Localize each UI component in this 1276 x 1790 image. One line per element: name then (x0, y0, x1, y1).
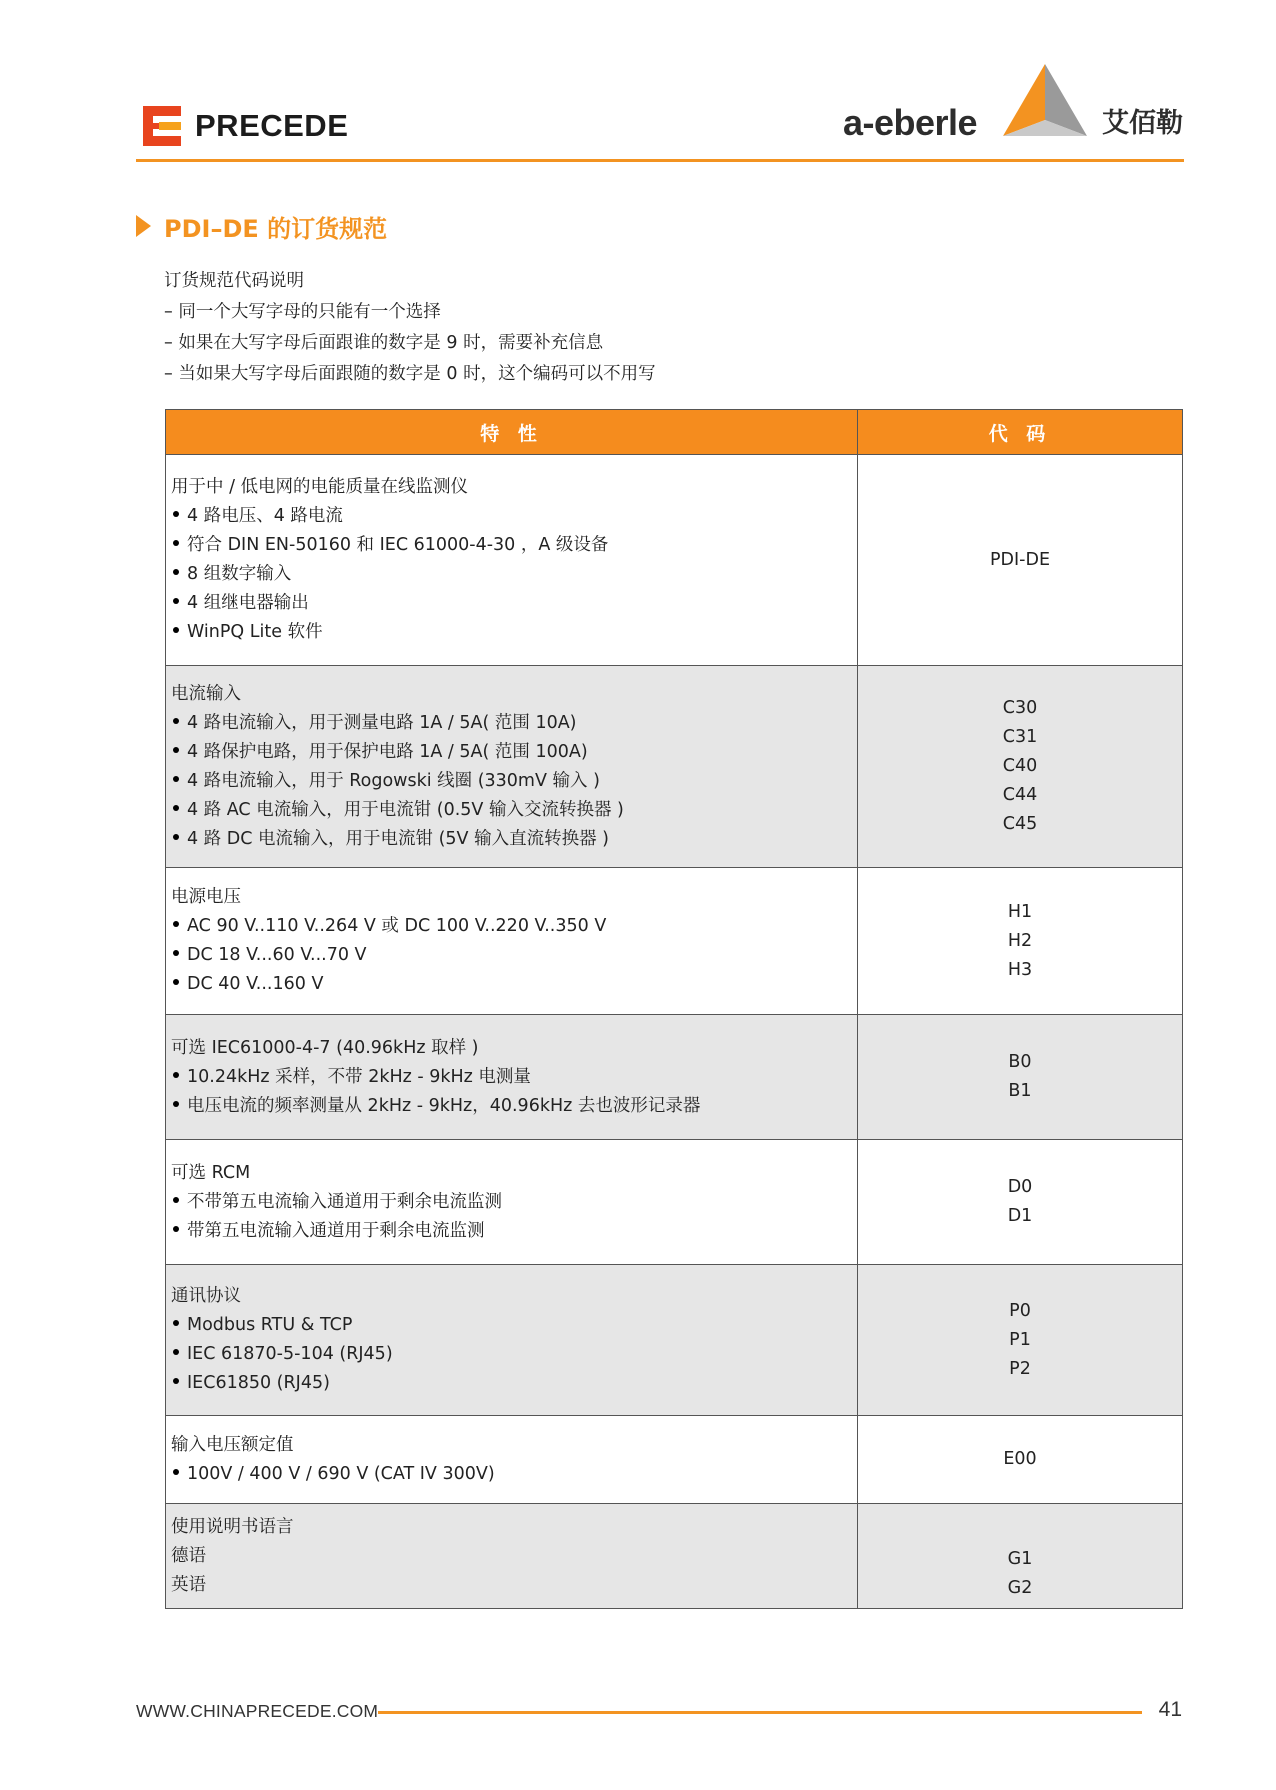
feature-item-text: 4 组继电器输出 (187, 593, 309, 613)
feature-item (171, 560, 852, 589)
feature-item (171, 738, 852, 767)
bullet-icon (173, 1197, 179, 1203)
feature-title: 输入电压额定值 (171, 1434, 294, 1455)
feature-item-text: WinPQ Lite 软件 (187, 622, 323, 642)
feature-item (171, 1092, 852, 1121)
order-code: P1 (1009, 1329, 1031, 1350)
section-title: PDI–DE 的订货规范 (164, 214, 388, 243)
feature-item-text: 4 路电流输入，用于测量电路 1A / 5A( 范围 10A) (187, 712, 577, 733)
table-row (166, 1265, 1183, 1416)
code-column-header: 代 码 (858, 410, 1183, 455)
feature-item (171, 1217, 852, 1246)
feature-title: 使用说明书语言 (171, 1516, 294, 1537)
feature-cell (166, 666, 858, 868)
table-row (166, 455, 1183, 666)
feature-option: 英语 (171, 1574, 206, 1595)
feature-item-text: IEC 61870-5-104 (RJ45) (187, 1344, 393, 1364)
feature-item (171, 531, 852, 560)
feature-item (171, 1369, 852, 1398)
feature-item-text: DC 18 V...60 V...70 V (187, 945, 367, 965)
order-code: B1 (1008, 1081, 1032, 1101)
order-code: H3 (1007, 959, 1033, 980)
order-code: E00 (1003, 1449, 1037, 1469)
feature-item (171, 589, 852, 618)
bullet-icon (173, 1469, 179, 1475)
feature-item (171, 825, 852, 854)
feature-title: 用于中 / 低电网的电能质量在线监测仪 (171, 477, 469, 497)
feature-cell (166, 1265, 858, 1416)
a-eberle-brand-name: a-eberle (843, 102, 978, 143)
intro-line: – 如果在大写字母后面跟谁的数字是 9 时，需要补充信息 (164, 333, 604, 353)
feature-item (171, 970, 852, 999)
table-row (166, 666, 1183, 868)
feature-item-text: 电压电流的频率测量从 2kHz - 9kHz，40.96kHz 去也波形记录器 (187, 1095, 701, 1116)
feature-cell (166, 1015, 858, 1140)
feature-item-text: 4 路电流输入，用于 Rogowski 线圈 (330mV 输入 ) (187, 770, 600, 791)
feature-item-text: AC 90 V..110 V..264 V 或 DC 100 V..220 V..350 V (187, 916, 607, 936)
feature-item-text: 8 组数字输入 (187, 564, 292, 584)
feature-item-text: 符合 DIN EN-50160 和 IEC 61000-4-30 ，A 级设备 (187, 535, 609, 555)
bullet-icon (173, 718, 179, 724)
feature-title: 可选 IEC61000-4-7 (40.96kHz 取样 ) (171, 1037, 479, 1058)
feature-item-text: 带第五电流输入通道用于剩余电流监测 (187, 1220, 485, 1241)
feature-cell (166, 868, 858, 1015)
feature-item-text: 4 路电压、4 路电流 (187, 506, 343, 526)
order-code: C45 (1002, 814, 1038, 834)
bullet-icon (173, 1378, 179, 1384)
order-code: G2 (1007, 1578, 1033, 1598)
feature-item (171, 796, 852, 825)
feature-item (171, 767, 852, 796)
bullet-icon (173, 1320, 179, 1326)
table-row (166, 1015, 1183, 1140)
order-code: C44 (1002, 785, 1038, 805)
order-code: H2 (1007, 930, 1033, 951)
bullet-icon (173, 776, 179, 782)
feature-option: 德语 (171, 1545, 206, 1566)
table-header-row (166, 410, 1183, 455)
order-code: C30 (1002, 698, 1038, 718)
order-code: P0 (1009, 1300, 1031, 1321)
feature-cell (166, 1140, 858, 1265)
intro-line: – 同一个大写字母的只能有一个选择 (164, 302, 441, 322)
feature-column-header: 特 性 (166, 410, 858, 455)
feature-item-text: 10.24kHz 采样，不带 2kHz - 9kHz 电测量 (187, 1066, 531, 1087)
precede-logo (143, 106, 348, 146)
code-cell (858, 868, 1183, 1015)
bullet-icon (173, 834, 179, 840)
a-eberle-triangle-icon (995, 64, 1095, 150)
order-code: H1 (1007, 901, 1033, 922)
feature-item (171, 709, 852, 738)
bullet-icon (173, 511, 179, 517)
feature-item (171, 618, 852, 647)
feature-item-text: 4 路 AC 电流输入，用于电流钳 (0.5V 输入交流转换器 ) (187, 799, 624, 820)
intro-line: – 当如果大写字母后面跟随的数字是 0 时，这个编码可以不用写 (164, 364, 656, 384)
footer-divider (378, 1711, 1142, 1714)
feature-item (171, 502, 852, 531)
feature-item-text: Modbus RTU & TCP (187, 1315, 353, 1335)
order-code: B0 (1008, 1052, 1032, 1072)
code-cell (858, 1140, 1183, 1265)
feature-item (171, 912, 852, 941)
feature-item (171, 941, 852, 970)
bullet-icon (173, 1101, 179, 1107)
bullet-icon (173, 921, 179, 927)
feature-item-text: 100V / 400 V / 690 V (CAT IV 300V) (187, 1463, 495, 1484)
feature-item-text: 不带第五电流输入通道用于剩余电流监测 (187, 1191, 502, 1212)
code-cell (858, 1015, 1183, 1140)
bullet-icon (173, 1072, 179, 1078)
footer-website: WWW.CHINAPRECEDE.COM (136, 1701, 379, 1721)
intro-notes (164, 266, 1064, 390)
feature-item-text: IEC61850 (RJ45) (187, 1373, 330, 1393)
code-cell (858, 1416, 1183, 1504)
order-code: C40 (1002, 756, 1038, 776)
bullet-icon (173, 598, 179, 604)
feature-item-text: 4 路 DC 电流输入，用于电流钳 (5V 输入直流转换器 ) (187, 828, 609, 849)
bullet-icon (173, 1226, 179, 1232)
page-number: 41 (1158, 1698, 1182, 1721)
feature-cell (166, 1504, 858, 1609)
feature-cell (166, 455, 858, 666)
section-heading (136, 210, 387, 242)
bullet-icon (173, 747, 179, 753)
order-code: C31 (1002, 727, 1038, 747)
feature-item-text: 4 路保护电路，用于保护电路 1A / 5A( 范围 100A) (187, 741, 588, 762)
order-code: G1 (1007, 1549, 1033, 1569)
feature-title: 电源电压 (171, 887, 241, 907)
feature-title: 可选 RCM (171, 1162, 251, 1183)
intro-line: 订货规范代码说明 (164, 271, 304, 291)
feature-title: 电流输入 (171, 683, 241, 704)
feature-item (171, 1188, 852, 1217)
code-cell (858, 455, 1183, 666)
bullet-icon (173, 569, 179, 575)
feature-cell (166, 1416, 858, 1504)
table-body (166, 455, 1183, 1609)
a-eberle-logo (843, 64, 1183, 150)
feature-item (171, 1063, 852, 1092)
bullet-icon (173, 979, 179, 985)
bullet-icon (173, 627, 179, 633)
table-row (166, 1140, 1183, 1265)
precede-brand-name: PRECEDE (195, 108, 349, 143)
feature-item-text: DC 40 V...160 V (187, 974, 324, 994)
code-cell (858, 1265, 1183, 1416)
feature-item (171, 1460, 852, 1489)
feature-item (171, 1311, 852, 1340)
feature-item (171, 1340, 852, 1369)
bullet-icon (173, 540, 179, 546)
a-eberle-chinese-name: 艾佰勒 (1102, 108, 1183, 139)
bullet-icon (173, 1349, 179, 1355)
precede-logo-icon (143, 106, 181, 146)
order-code: PDI-DE (989, 549, 1051, 570)
table-row (166, 868, 1183, 1015)
table-row (166, 1416, 1183, 1504)
feature-title: 通讯协议 (171, 1286, 241, 1306)
header-divider (136, 159, 1184, 162)
code-cell (858, 666, 1183, 868)
table-row (166, 1504, 1183, 1609)
bullet-icon (173, 950, 179, 956)
order-code: P2 (1009, 1358, 1031, 1379)
code-cell (858, 1504, 1183, 1609)
triangle-right-icon (136, 215, 151, 237)
bullet-icon (173, 805, 179, 811)
order-code: D1 (1007, 1206, 1033, 1226)
order-spec-table (165, 409, 1183, 1609)
order-code: D0 (1007, 1177, 1033, 1197)
